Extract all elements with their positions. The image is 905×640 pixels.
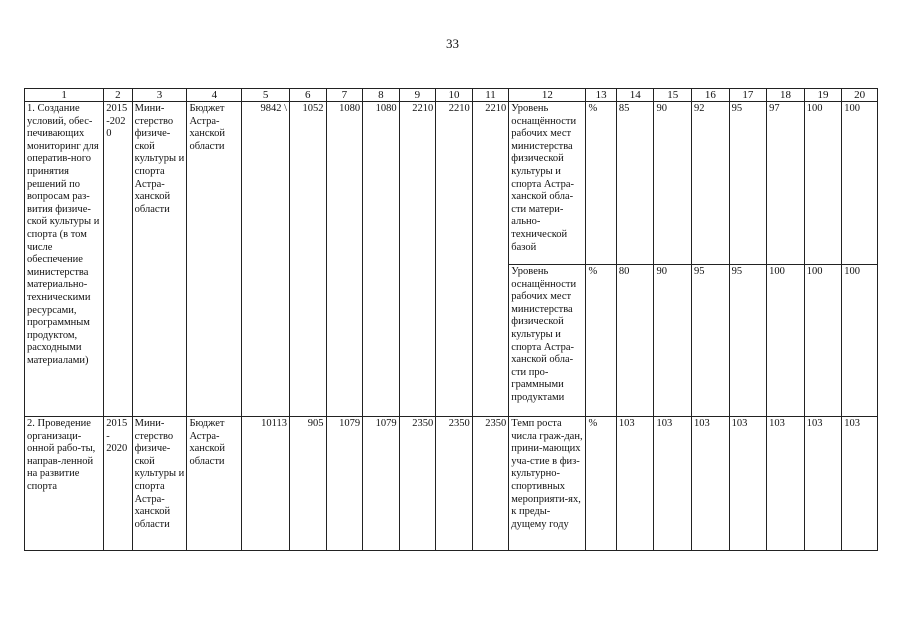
header-row	[25, 89, 878, 102]
indicator-unit: %	[586, 102, 616, 265]
header-cell: 11	[472, 89, 509, 102]
total-funding-cell: 9842 \	[242, 102, 290, 417]
executor-cell: Мини-стерство физиче-ской культуры и спорта Астра-ханской области	[132, 417, 187, 551]
header-cell: 19	[804, 89, 842, 102]
measure-name: 1. Создание условий, обес-печивающих мониторинг для оператив-ного принятия решений по вопросам раз-вития физиче-ской культуры и спорта (в том числе обеспечение министерства материально-техническими ресурсами, программным продуктом, расходными материалами)	[25, 102, 104, 417]
funding-year-cell: 2350	[436, 417, 473, 551]
header-cell: 15	[654, 89, 692, 102]
indicator-value: 97	[767, 102, 805, 265]
indicator-value: 103	[804, 417, 842, 551]
header-cell: 4	[187, 89, 242, 102]
total-funding-cell: 10113	[242, 417, 290, 551]
period-cell: 2015-2020	[104, 102, 132, 417]
header-cell: 8	[363, 89, 400, 102]
header-cell: 17	[729, 89, 767, 102]
funding-year-cell: 2350	[472, 417, 509, 551]
indicator-value: 103	[654, 417, 692, 551]
indicator-value: 103	[692, 417, 730, 551]
indicator-value: 103	[842, 417, 878, 551]
table-row	[25, 417, 878, 551]
header-cell: 18	[767, 89, 805, 102]
header-cell: 12	[509, 89, 586, 102]
funding-year-cell: 1080	[326, 102, 363, 417]
measure-name: 2. Проведение организаци-онной рабо-ты, направ-ленной на развитие спорта	[25, 417, 104, 551]
header-cell: 7	[326, 89, 363, 102]
header-cell: 13	[586, 89, 616, 102]
header-cell: 14	[616, 89, 654, 102]
indicator-unit: %	[586, 265, 616, 417]
funding-year-cell: 2350	[399, 417, 436, 551]
indicator-value: 90	[654, 265, 692, 417]
indicator-value: 85	[616, 102, 654, 265]
indicator-value: 80	[616, 265, 654, 417]
indicator-value: 95	[729, 102, 767, 265]
page-number: 33	[446, 36, 459, 51]
header-cell: 5	[242, 89, 290, 102]
header-cell: 9	[399, 89, 436, 102]
header-cell: 1	[25, 89, 104, 102]
funding-source-cell: Бюджет Астра-ханской области	[187, 417, 242, 551]
header-cell: 10	[436, 89, 473, 102]
table-row	[25, 102, 878, 265]
indicator-value: 100	[767, 265, 805, 417]
indicator-value: 95	[692, 265, 730, 417]
indicator-value: 100	[842, 265, 878, 417]
indicator-name: Уровень оснащённости рабочих мест министерства физической культуры и спорта Астра-ханской обла-сти матери-ально-технической базой	[509, 102, 586, 265]
indicator-value: 90	[654, 102, 692, 265]
header-cell: 6	[290, 89, 327, 102]
indicator-value: 100	[804, 265, 842, 417]
funding-source-cell: Бюджет Астра-ханской области	[187, 102, 242, 417]
header-cell: 2	[104, 89, 132, 102]
header-cell: 16	[692, 89, 730, 102]
header-cell: 20	[842, 89, 878, 102]
indicator-value: 103	[729, 417, 767, 551]
indicator-value: 92	[692, 102, 730, 265]
indicator-value: 100	[842, 102, 878, 265]
funding-year-cell: 2210	[472, 102, 509, 417]
indicator-value: 95	[729, 265, 767, 417]
funding-year-cell: 2210	[399, 102, 436, 417]
funding-year-cell: 1079	[326, 417, 363, 551]
program-table	[24, 88, 878, 551]
header-cell: 3	[132, 89, 187, 102]
funding-year-cell: 905	[290, 417, 327, 551]
funding-year-cell: 1080	[363, 102, 400, 417]
indicator-value: 100	[804, 102, 842, 265]
indicator-name: Темп роста числа граж-дан, прини-мающих уча-стие в физ-культурно-спортивных мероприяти-ях, к преды-дущему году	[509, 417, 586, 551]
executor-cell: Мини-стерство физиче-ской культуры и спорта Астра-ханской области	[132, 102, 187, 417]
indicator-value: 103	[616, 417, 654, 551]
indicator-value: 103	[767, 417, 805, 551]
indicator-unit: %	[586, 417, 616, 551]
funding-year-cell: 1052	[290, 102, 327, 417]
period-cell: 2015 - 2020	[104, 417, 132, 551]
funding-year-cell: 2210	[436, 102, 473, 417]
funding-year-cell: 1079	[363, 417, 400, 551]
indicator-name: Уровень оснащённости рабочих мест министерства физической культуры и спорта Астра-ханской обла-сти про-граммными продуктами	[509, 265, 586, 417]
